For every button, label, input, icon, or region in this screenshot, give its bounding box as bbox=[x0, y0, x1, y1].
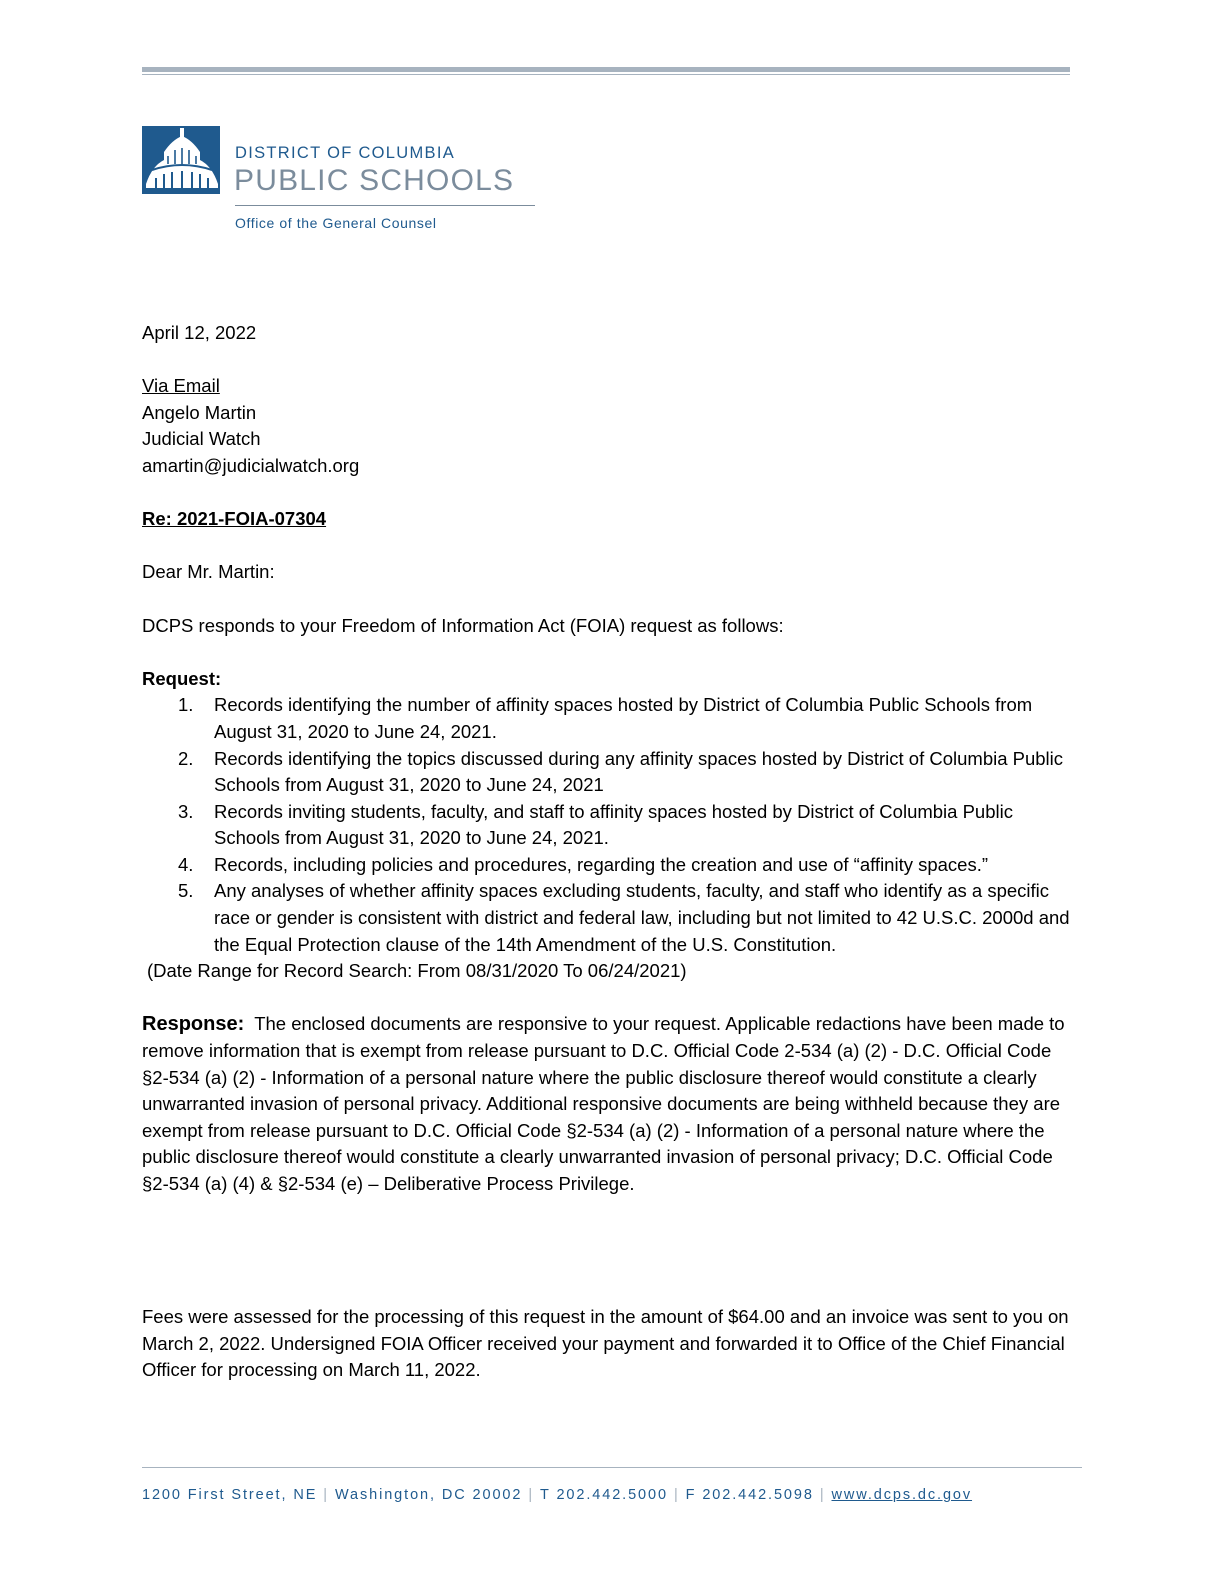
list-item-text: Records, including policies and procedures, regarding the creation and use of “affinity spaces.” bbox=[214, 853, 989, 875]
intro-paragraph: DCPS responds to your Freedom of Information Act (FOIA) request as follows: bbox=[142, 614, 784, 636]
list-item-text: Any analyses of whether affinity spaces excluding students, faculty, and staff who identify as a specific race or gender is consistent with district and federal law, including but not limited to 42 U.S.C. 2000d and the Equal Protection clause of the 14th Amendment of the U.S. Constitution. bbox=[214, 880, 1070, 955]
request-list bbox=[142, 692, 1072, 958]
footer-separator: | bbox=[673, 1487, 680, 1503]
footer-phone: T 202.442.5000 bbox=[540, 1487, 668, 1503]
letterhead-schools: PUBLIC SCHOOLS bbox=[234, 164, 515, 197]
footer-fax: F 202.442.5098 bbox=[685, 1487, 814, 1503]
list-item-number: 1. bbox=[178, 694, 194, 716]
fees-paragraph: Fees were assessed for the processing of this request in the amount of $64.00 and an invoice was sent to you on March 2, 2022. Undersigned FOIA Officer received your payment and forwarded it to Office of the Chief Financial Officer for processing on March 11, 2022. bbox=[142, 1305, 1069, 1381]
top-rule bbox=[142, 67, 1070, 72]
response-text: The enclosed documents are responsive to your request. Applicable redactions have been made to remove information that is exempt from release pursuant to D.C. Official Code 2-534 (a) (2) - D.C. Official Code §2-534 (a) (2) - Information of a personal nature where the public disclosure thereof would constitute a clearly unwarranted invasion of personal privacy. Additional responsive documents are being withheld because they are exempt from release pursuant to D.C. Official Code §2-534 (a) (2) - Information of a personal nature where the public disclosure thereof would constitute a clearly unwarranted invasion of personal privacy; D.C. Official Code §2-534 (a) (4) & §2-534 (e) – Deliberative Process Privilege. bbox=[142, 1013, 1065, 1194]
list-item-text: Records inviting students, faculty, and staff to affinity spaces hosted by District of Columbia Public Schools from August 31, 2020 to June 24, 2021. bbox=[214, 800, 1013, 849]
footer-rule bbox=[142, 1467, 1082, 1468]
date-range: (Date Range for Record Search: From 08/31/2020 To 06/24/2021) bbox=[147, 960, 687, 982]
salutation: Dear Mr. Martin: bbox=[142, 561, 275, 583]
top-rule-thin bbox=[142, 74, 1070, 75]
list-item bbox=[142, 692, 1072, 745]
request-heading: Request: bbox=[142, 667, 222, 689]
list-item bbox=[142, 799, 1072, 852]
footer-separator: | bbox=[819, 1487, 826, 1503]
footer-separator: | bbox=[528, 1487, 535, 1503]
letter-date: April 12, 2022 bbox=[142, 322, 257, 343]
footer-separator: | bbox=[323, 1487, 329, 1503]
list-item-number: 5. bbox=[178, 880, 194, 902]
reference-line: Re: 2021-FOIA-07304 bbox=[142, 508, 327, 530]
letterhead-office: Office of the General Counsel bbox=[235, 215, 437, 231]
list-item bbox=[142, 852, 1072, 879]
footer-website-link[interactable]: www.dcps.dc.gov bbox=[831, 1487, 973, 1503]
letter-body bbox=[142, 320, 1072, 1384]
delivery-method: Via Email bbox=[142, 375, 220, 397]
letterhead-district: DISTRICT OF COLUMBIA bbox=[235, 144, 456, 162]
list-item-number: 3. bbox=[178, 800, 194, 822]
footer bbox=[142, 1487, 1082, 1503]
capitol-dome-icon bbox=[142, 126, 220, 194]
footer-address: 1200 First Street, NE bbox=[142, 1487, 318, 1503]
recipient-email: amartin@judicialwatch.org bbox=[142, 454, 360, 476]
recipient-name: Angelo Martin bbox=[142, 401, 257, 423]
list-item-text: Records identifying the topics discussed during any affinity spaces hosted by District of Columbia Public Schools from August 31, 2020 to June 24, 2021 bbox=[214, 747, 1064, 796]
letterhead-logo bbox=[142, 126, 542, 236]
list-item bbox=[142, 746, 1072, 799]
response-heading: Response: bbox=[142, 1013, 245, 1036]
list-item-number: 4. bbox=[178, 853, 194, 875]
response-paragraph bbox=[142, 1011, 1072, 1197]
list-item bbox=[142, 878, 1072, 958]
list-item-number: 2. bbox=[178, 747, 194, 769]
letterhead-divider bbox=[235, 205, 535, 206]
footer-city: Washington, DC 20002 bbox=[334, 1487, 523, 1503]
recipient-org: Judicial Watch bbox=[142, 428, 261, 450]
list-item-text: Records identifying the number of affinity spaces hosted by District of Columbia Public Schools from August 31, 2020 to June 24, 2021. bbox=[214, 694, 1033, 742]
